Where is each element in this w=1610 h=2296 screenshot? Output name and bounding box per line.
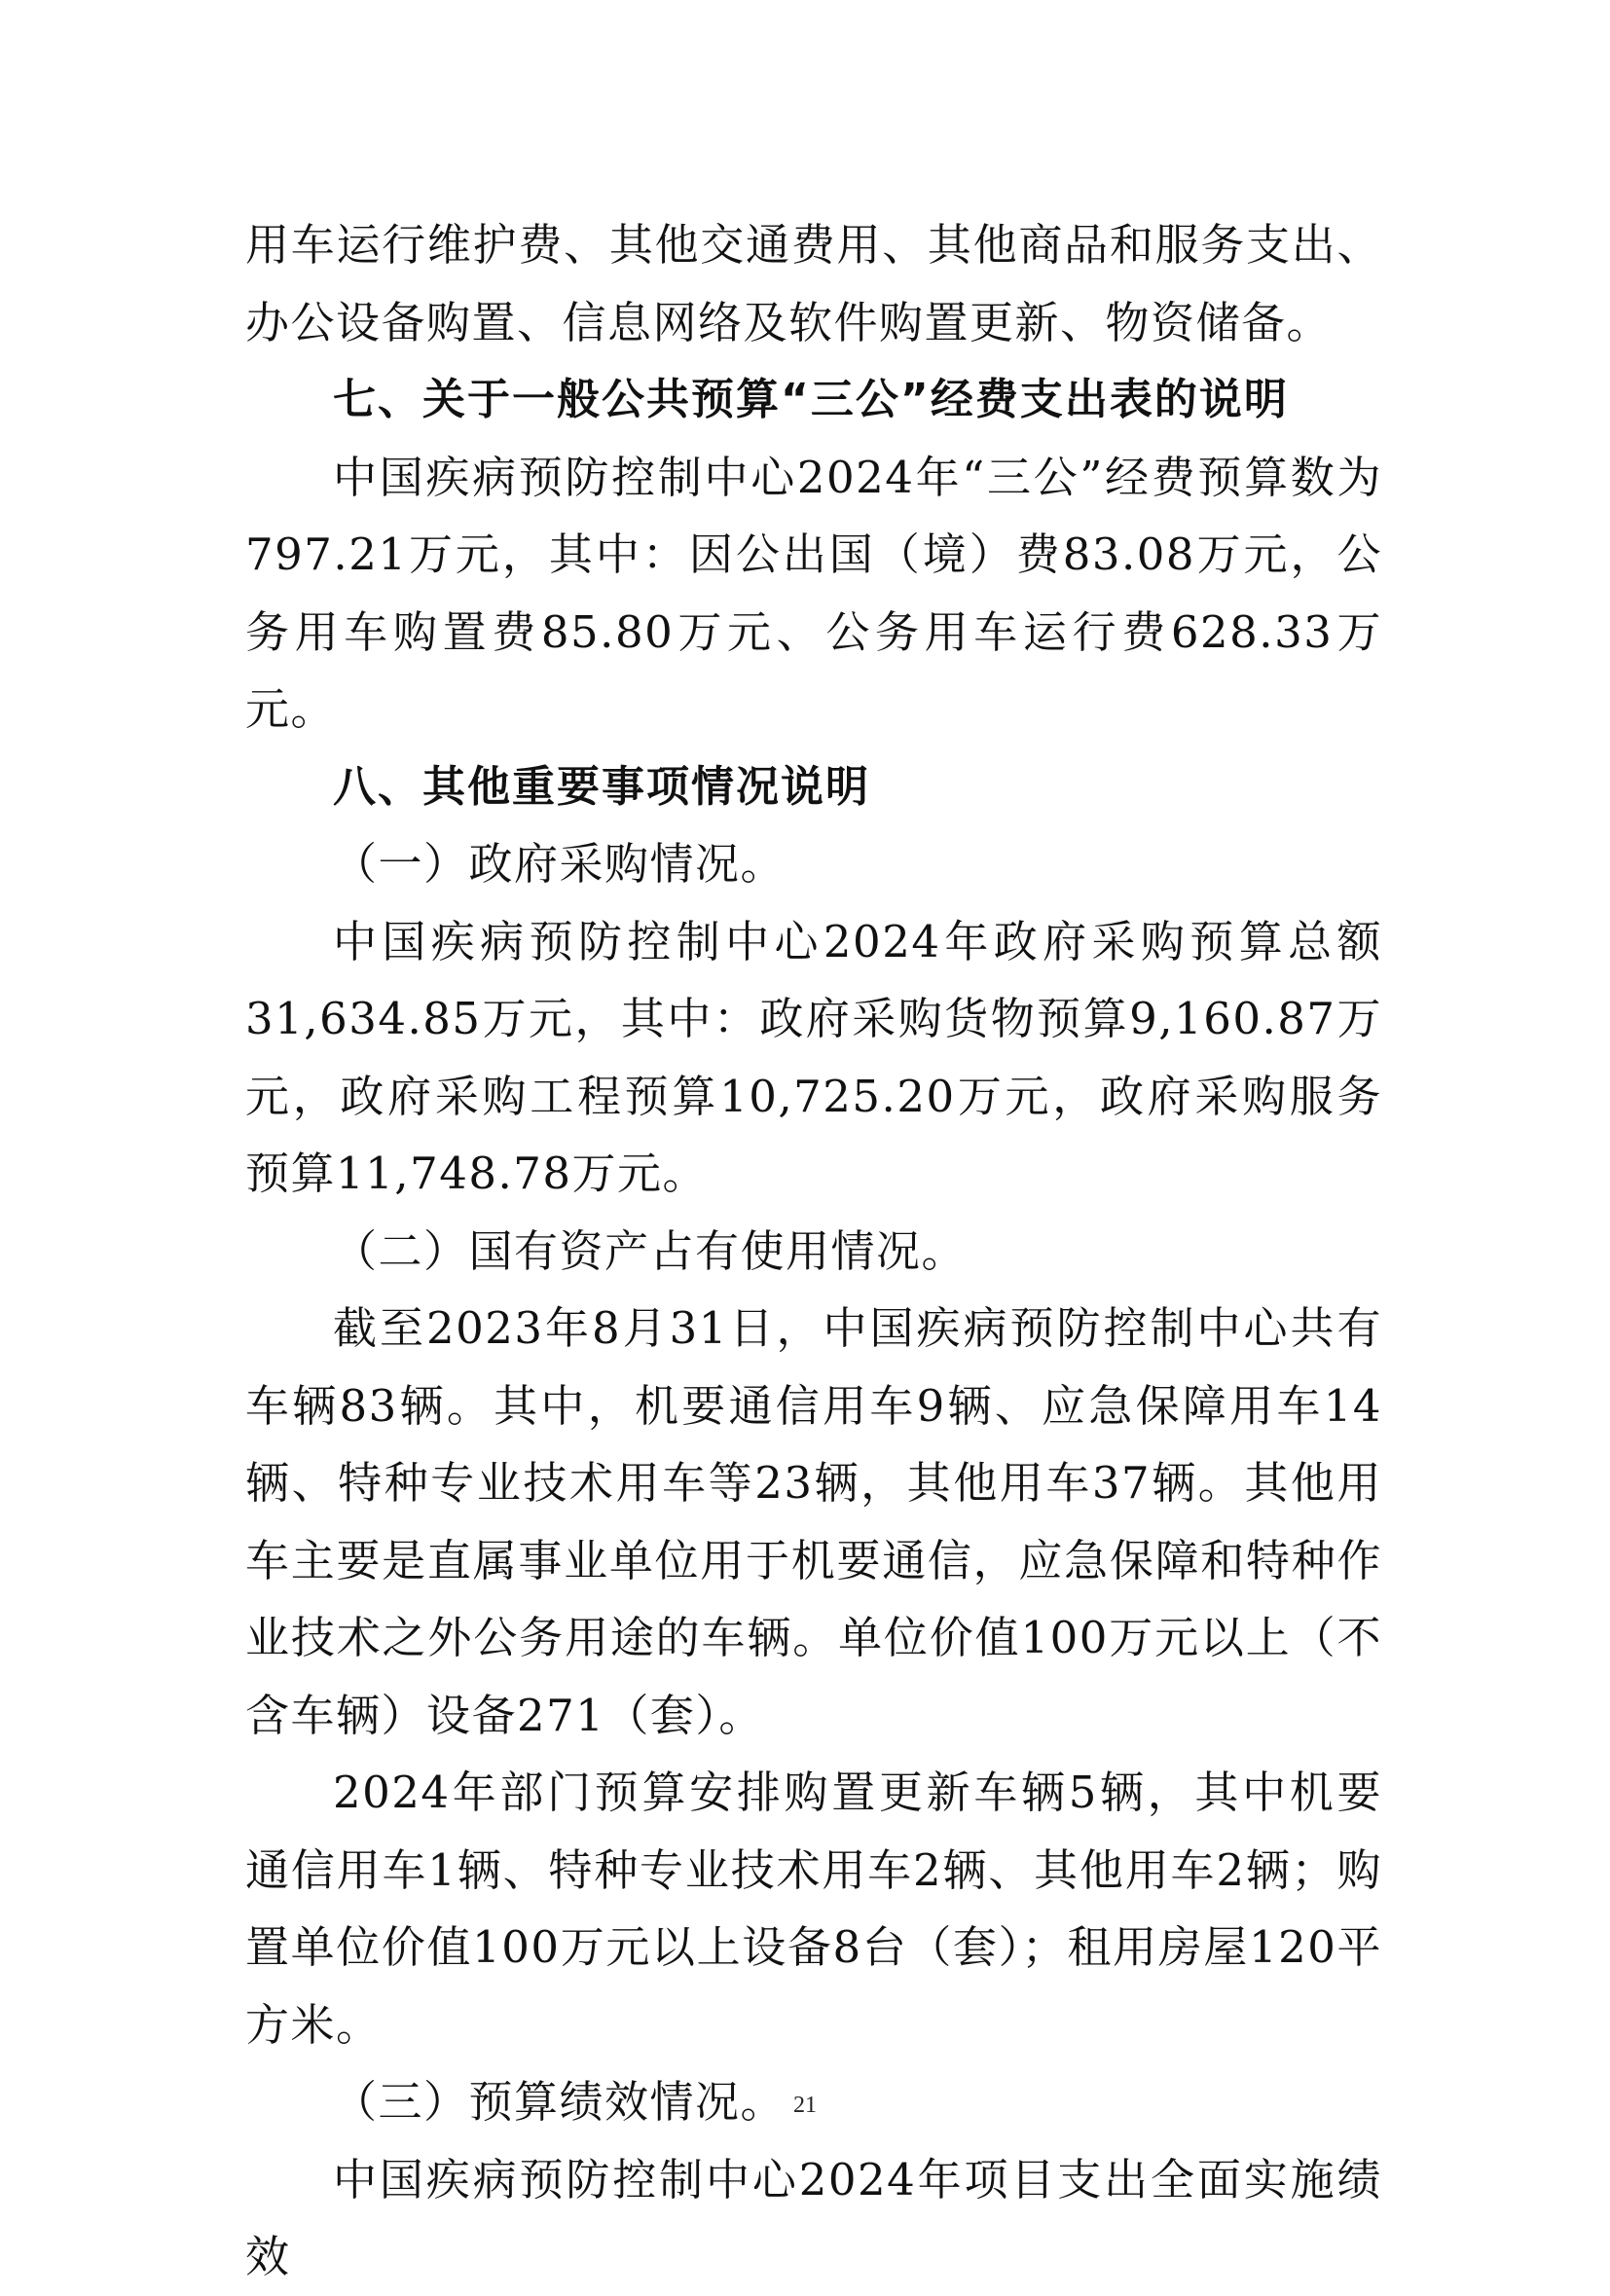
paragraph-2024-purchases: 2024年部门预算安排购置更新车辆5辆，其中机要通信用车1辆、特种专业技术用车2辆、其他用车2辆；购置单位价值100万元以上设备8台（套）；租用房屋120平方米。 [245,1767,1382,2051]
subheading-state-assets: （二）国有资产占有使用情况。 [333,1224,968,1277]
paragraph-continuation: 用车运行维护费、其他交通费用、其他商品和服务支出、办公设备购置、信息网络及软件购置更新、物资储备。 [245,219,1382,348]
paragraph-three-public-expenses: 中国疾病预防控制中心2024年“三公”经费预算数为797.21万元，其中：因公出国（境）费83.08万元，公务用车购置费85.80万元、公务用车运行费628.33万元。 [245,451,1382,735]
paragraph-vehicles-assets: 截至2023年8月31日，中国疾病预防控制中心共有车辆83辆。其中，机要通信用车9辆、应急保障用车14辆、特种专业技术用车等23辆，其他用车37辆。其他用车主要是直属事业单位用于机要通信，应急保障和特种作业技术之外公务用途的车辆。单位价值100万元以上（不含车辆）设备271（套）。 [245,1302,1382,1741]
paragraph-procurement-budget: 中国疾病预防控制中心2024年政府采购预算总额31,634.85万元，其中：政府采购货物预算9,160.87万元，政府采购工程预算10,725.20万元，政府采购服务预算11,748.78万元。 [245,915,1382,1199]
page-number: 21 [793,2093,817,2118]
document-body [245,206,1382,2296]
paragraph-performance: 中国疾病预防控制中心2024年项目支出全面实施绩效 [245,2153,1382,2282]
section-heading-seven: 七、关于一般公共预算“三公”经费支出表的说明 [333,375,1289,424]
subheading-budget-performance: （三）预算绩效情况。 [333,2076,787,2128]
subheading-government-procurement: （一）政府采购情况。 [333,838,787,890]
section-heading-eight: 八、其他重要事项情况说明 [333,761,870,812]
